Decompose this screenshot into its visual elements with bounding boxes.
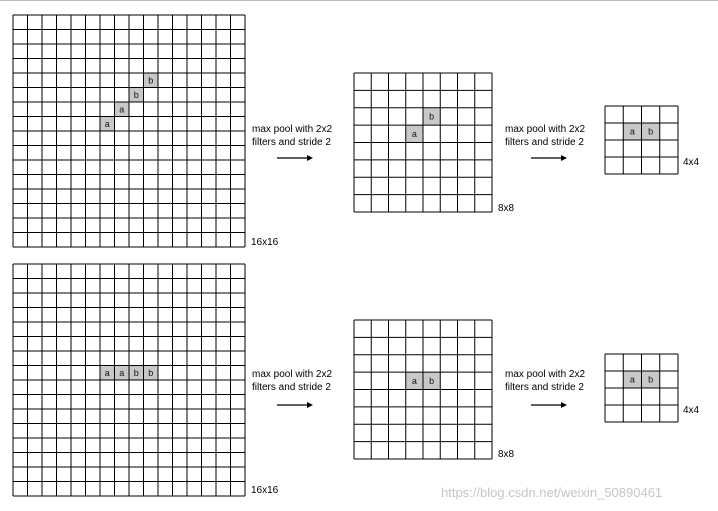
op-line1: max pool with 2x2	[505, 124, 586, 135]
cell-label-a: a	[104, 367, 110, 378]
cell-label-b: b	[648, 126, 654, 137]
cell-label-a: a	[629, 374, 635, 385]
cell-label-a: a	[411, 128, 417, 139]
size-label-8x8-bottom: 8x8	[498, 449, 515, 460]
op-line1: max pool with 2x2	[505, 369, 586, 380]
grid-4x4-top	[605, 106, 678, 174]
grid-8x8-diagonal	[354, 73, 492, 212]
top-rule	[0, 0, 718, 1]
grid-16x16-horizontal	[13, 264, 245, 496]
cell-label-a: a	[411, 375, 417, 386]
cell-label-b: b	[648, 374, 654, 385]
grid-4x4-bottom	[605, 354, 678, 422]
op-line1: max pool with 2x2	[252, 124, 333, 135]
cell-label-a: a	[629, 126, 635, 137]
cell-label-a: a	[119, 104, 125, 115]
watermark-url: https://blog.csdn.net/weixin_50890461	[441, 485, 663, 500]
arrow-right-icon	[531, 400, 567, 410]
arrow-right-icon	[531, 153, 567, 163]
cell-label-a: a	[104, 118, 110, 129]
size-label-8x8-top: 8x8	[498, 203, 515, 214]
pool-op-label-bottom-1	[252, 368, 332, 394]
cell-label-b: b	[133, 89, 139, 100]
op-line1: max pool with 2x2	[252, 369, 333, 380]
op-line2: filters and stride 2	[505, 137, 584, 148]
op-line2: filters and stride 2	[252, 382, 331, 393]
op-line2: filters and stride 2	[252, 137, 331, 148]
arrow-right-icon	[277, 400, 313, 410]
grid-8x8-horizontal	[354, 320, 492, 459]
arrow-right-icon	[277, 153, 313, 163]
cell-label-b: b	[133, 367, 139, 378]
size-label-4x4-bottom: 4x4	[683, 405, 700, 416]
cell-label-b: b	[148, 75, 154, 86]
pool-op-label-bottom-2	[505, 368, 585, 394]
size-label-16x16-bottom: 16x16	[251, 485, 279, 496]
size-label-16x16-top: 16x16	[251, 237, 279, 248]
cell-label-b: b	[429, 375, 435, 386]
cell-label-b: b	[148, 367, 154, 378]
cell-label-b: b	[429, 111, 435, 122]
pool-op-label-top-2	[505, 123, 585, 149]
op-line2: filters and stride 2	[505, 382, 584, 393]
cell-label-a: a	[119, 367, 125, 378]
grid-16x16-diagonal	[13, 15, 245, 247]
size-label-4x4-top: 4x4	[683, 157, 700, 168]
pool-op-label-top-1	[252, 123, 332, 149]
